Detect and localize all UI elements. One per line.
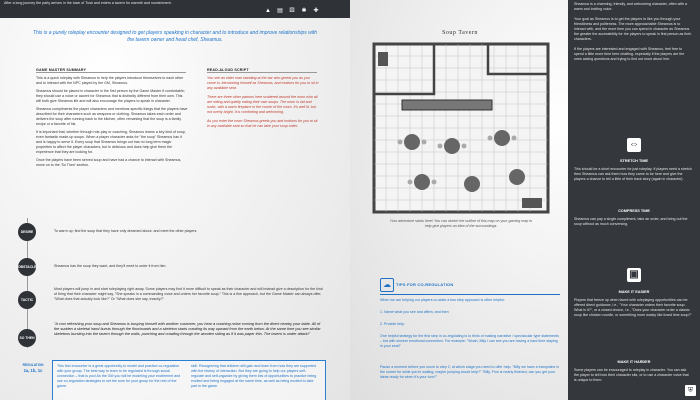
controller-icon: ✚ bbox=[313, 8, 319, 14]
harder-title: MAKE IT HARDER bbox=[617, 360, 651, 364]
easier-text: Players that freeze up when faced with roleplaying opportunities can be offered direct guidance, i.e., "Your character orders their favorite soup. What is it?", or a closed choice, i.e., "Does your character order a classic soup like chicken noodle, or something more wacky like lizard lime soup?" bbox=[574, 298, 692, 317]
obstacle-text: Sheamus has the soup they want, and they'll need to order it from him. bbox=[54, 264, 167, 268]
stretch-icon: ⇔ bbox=[629, 139, 639, 150]
dice-icon: ⚄ bbox=[289, 8, 295, 14]
readaloud-para: There are three other patrons here scattered around the room who all are sitting and quietly eating their own soups. The room is old and rustic, with a warm fireplace in the corner of the room. It's well lit, but not overly bright. It is comforting and welcoming. bbox=[207, 95, 318, 114]
tips-icon: ☁ bbox=[380, 278, 394, 292]
gear-icon: ✱ bbox=[301, 8, 307, 14]
gm-summary-body bbox=[36, 76, 188, 168]
stretch-text: This should be a short encounter for just roleplay. If players need a stretch then Sheamus can ask them how they came to be here and give the players a chance to tell a little of their back story (again in character). bbox=[574, 167, 692, 181]
tactic-badge: TACTIC bbox=[18, 291, 36, 309]
map-caption: Your adventure starts here! You can sketch the outline of this map on your gaming map to help give players an idea of the surroundings. bbox=[389, 219, 533, 228]
regulation-label-block bbox=[18, 363, 48, 387]
regulation-col2: skill. Recognizing that children still gain and learn from how they are supported with the history of interaction. But they are going to help our players self-regulate and self-organize by giving them lots of opportunities to practice being excited and being engaged at the same time, as well as being excited to take part in the game. bbox=[191, 364, 317, 388]
tips-para2: Pause a moment before you move to step 2, at which stage you need to offer help: "Billy we have a trampoline in the corner for while you're waiting, maybe jumping would help?" "Billy, Finn is nearly finished, can you get your ideas ready for when it's your turn?" bbox=[380, 365, 560, 379]
tactic-text: Most players will jump in and start roleplaying right away. Some players may find it more difficult to speak as their character and will instead give a description for the kind of thing that their character might say, "She speaks in a commanding voice and orders her favorite soup." This is a fine approach, but the Game Master can always offer, "What does that actually look like?" Or "What does she say, exactly?" bbox=[54, 287, 323, 301]
right-page bbox=[350, 0, 700, 400]
desire-badge: DESIRE bbox=[18, 223, 36, 241]
tavern-map bbox=[372, 42, 550, 214]
harder-text: Some players can be encouraged to roleplay in character. You can ask the player to tell how their character sits, or to use a character voice that is unique to them. bbox=[574, 368, 689, 382]
tips-step2: 2. Provide help. bbox=[380, 322, 405, 326]
readaloud-para: As you enter the room Sheamus greets you and motions for you to sit in any available seat so that he can take your soup order. bbox=[207, 119, 318, 128]
easier-title: MAKE IT EASIER bbox=[618, 290, 650, 294]
regulation-box bbox=[52, 360, 326, 400]
gm-para: Sheamus should be placed in character in the first person by the Game Master if comfortable; they should use a voice or accent for Sheamus that is distinctly different from their own. This will both give Sheamus life and will also encourage the players to speak in character. bbox=[36, 89, 185, 103]
map-title: Soup Tavern bbox=[442, 30, 478, 36]
banner-text: After a long journey the party arrives in the town of Tusk and enters a tavern for warmth and nourishment. bbox=[4, 1, 172, 5]
sidebar-intro bbox=[574, 2, 692, 62]
reading-icon: ▤ bbox=[277, 8, 283, 14]
sidebar-para: Sheamus is a charming, friendly, and welcoming character, often with a warm and inviting voice. bbox=[574, 2, 687, 11]
readaloud-body bbox=[207, 76, 319, 129]
regulation-label: REGULATION bbox=[22, 363, 44, 367]
compress-text: Sheamus can pay a single compliment, take an order, and bring out the soup without as much conversing. bbox=[574, 217, 688, 226]
desire-text: To warm up; find the soup that they have only dreamed about, and meet the other players. bbox=[54, 229, 198, 233]
gm-summary-rule bbox=[36, 72, 186, 73]
gm-para: Once the players have been served soup and have had a chance to interact with Sheamus, move on to the 'So Then' section. bbox=[36, 158, 182, 167]
regulation-col1: This first encounter is a great opportunity to model and practice co-regulation with your group. The best way to learn to be regulated is through social connection – that is you! As the GM you will be modeling your excitement and use co-regulation strategies to set the tone for your group for the rest of the game. bbox=[57, 364, 181, 388]
regulation-codes: 1a, 1b, 1c bbox=[23, 368, 43, 373]
sidebar-para: Your goal as Sheamus is to get the players to like you through your friendliness and politeness. The more approachable Sheamus is to interact with, and the more time you can spend in character as Sheamus the greater the accessibility for the players to speak in first person as their characters. bbox=[574, 17, 692, 41]
sidebar-panel bbox=[568, 0, 700, 400]
tips-step1: 1. Name what you see and affirm, and then bbox=[380, 310, 449, 314]
tips-rule bbox=[380, 294, 560, 295]
compress-title: COMPRESS TIME bbox=[618, 209, 650, 213]
gm-summary-heading: GAME MASTER SUMMARY bbox=[36, 68, 87, 72]
tips-title: TIPS FOR CO-REGULATION bbox=[396, 282, 454, 287]
readaloud-rule bbox=[207, 72, 317, 73]
tips-para1: One helpful strategy for the first step in co-regulating is to think of making narrative / spectacular type statements – but with sincere emotional connection. For example: "Woah, Billy I can see you are having a hard time staying in your seat!" bbox=[380, 334, 559, 348]
easier-icon: ▣ bbox=[627, 268, 641, 282]
sothen-badge: SO THEN bbox=[18, 329, 36, 347]
gm-para: Sheamus compliments the player characters and mentions specific things that the players have described for their characters such as weapons or clothing. Sheamus takes each order and delivers the soup after running back to the kitchen, often remarking that the soup is a family recipe or a favorite of his. bbox=[36, 107, 188, 126]
corner-shield-icon: ⛨ bbox=[685, 385, 696, 396]
intro-blue-text: This is a purely roleplay encounter designed to get players speaking in character and to introduce and improve relationships with the tavern owner and head chef, Sheamus. bbox=[32, 30, 318, 43]
intro-banner bbox=[0, 0, 350, 18]
stretch-title: STRETCH TIME bbox=[619, 159, 649, 163]
obstacle-badge: OBSTACLE bbox=[18, 258, 36, 276]
warning-icon: ▲ bbox=[265, 8, 271, 14]
gm-para: It is important that, whether through role-play or coaching, Sheamus learns a key kind of soup, even fantastic made-up soups. When a player character asks for "the soup" Sheamus has it and is happy to serve it. Every soup that Sheamus brings out has no long term magic properties to affect the player characters, but is delicious and does help give them the experience that they are looking for. bbox=[36, 130, 186, 154]
sidebar-para: If the players are interested and engaged with Sheamus, feel free to spend a little more time here chatting, especially if the players are the ones asking questions and trying to find out more about him. bbox=[574, 47, 685, 61]
sothen-text: "A cool refreshing your soup and Sheamus is busying himself with another customer, you hear a crashing noise coming from the direct nearby your table. All of the sudden a skeletal hand bursts through the floorboards and a skeleton starts crawling its way upward from the earth below. At the same time you see similar skeletons bursting into the tavern through the walls, punching and crawling through the wooden siding as if it was paper thin. The tavern is under attack!" bbox=[54, 322, 321, 337]
readaloud-para: You see an older man standing at the bar who greets you as you come in, introducing himself as Sheamus, and motions for you to sit in any available seat. bbox=[207, 76, 319, 90]
tips-intro: When we are helping our players co-state a two step approach is often helpful: bbox=[380, 298, 505, 302]
readaloud-heading: READ-ALOUD SCRIPT bbox=[207, 68, 249, 72]
gm-para: This is a quick roleplay with Sheamus to help the players introduce themselves to each other and to interact with the NPC played by the GM, Sheamus. bbox=[36, 76, 184, 85]
